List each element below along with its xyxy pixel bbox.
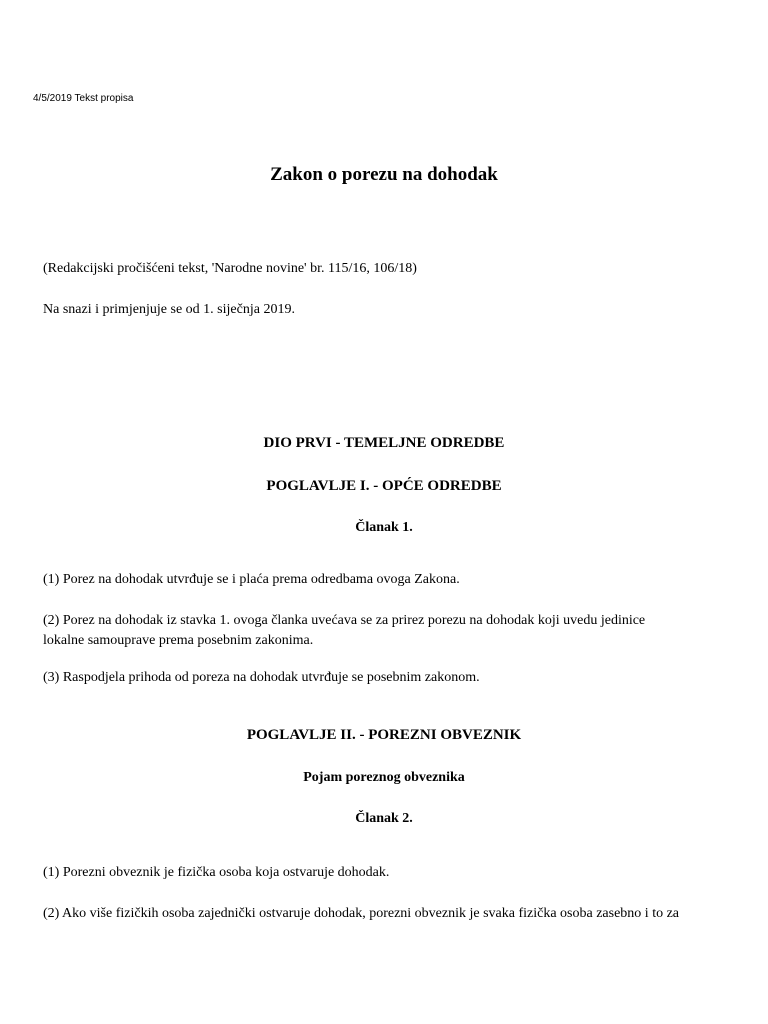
article-two-paragraph-2: (2) Ako više fizičkih osoba zajednički ostvaruje dohodak, porezni obveznik je svaka fizička osoba zasebno i to za (43, 906, 680, 921)
chapter-two-heading: POGLAVLJE II. - POREZNI OBVEZNIK (246, 727, 522, 743)
document-title: Zakon o porezu na dohodak (270, 164, 498, 185)
article-two-heading: Članak 2. (355, 811, 413, 826)
chapter-one-heading: POGLAVLJE I. - OPĆE ODREDBE (266, 478, 502, 494)
article-one-heading: Članak 1. (355, 520, 413, 535)
article-one-paragraph-3: (3) Raspodjela prihoda od poreza na dohodak utvrđuje se posebnim zakonom. (43, 670, 480, 685)
article-one-paragraph-2: (2) Porez na dohodak iz stavka 1. ovoga članka uvećava se za prirez porezu na dohodak koji uvedu jedinice lokalne samouprave prema posebnim zakonima. (43, 613, 646, 648)
section-heading: Pojam poreznog obveznika (303, 770, 465, 785)
article-two-paragraph-1: (1) Porezni obveznik je fizička osoba koja ostvaruje dohodak. (43, 865, 390, 880)
edition-note: (Redakcijski pročišćeni tekst, 'Narodne novine' br. 115/16, 106/18) (43, 261, 417, 276)
page-header-date-source: 4/5/2019 Tekst propisa (33, 93, 134, 104)
part-one-heading: DIO PRVI - TEMELJNE ODREDBE (263, 435, 505, 451)
article-one-paragraph-1: (1) Porez na dohodak utvrđuje se i plaća prema odredbama ovoga Zakona. (43, 572, 460, 587)
in-force-note: Na snazi i primjenjuje se od 1. siječnja 2019. (43, 302, 295, 317)
